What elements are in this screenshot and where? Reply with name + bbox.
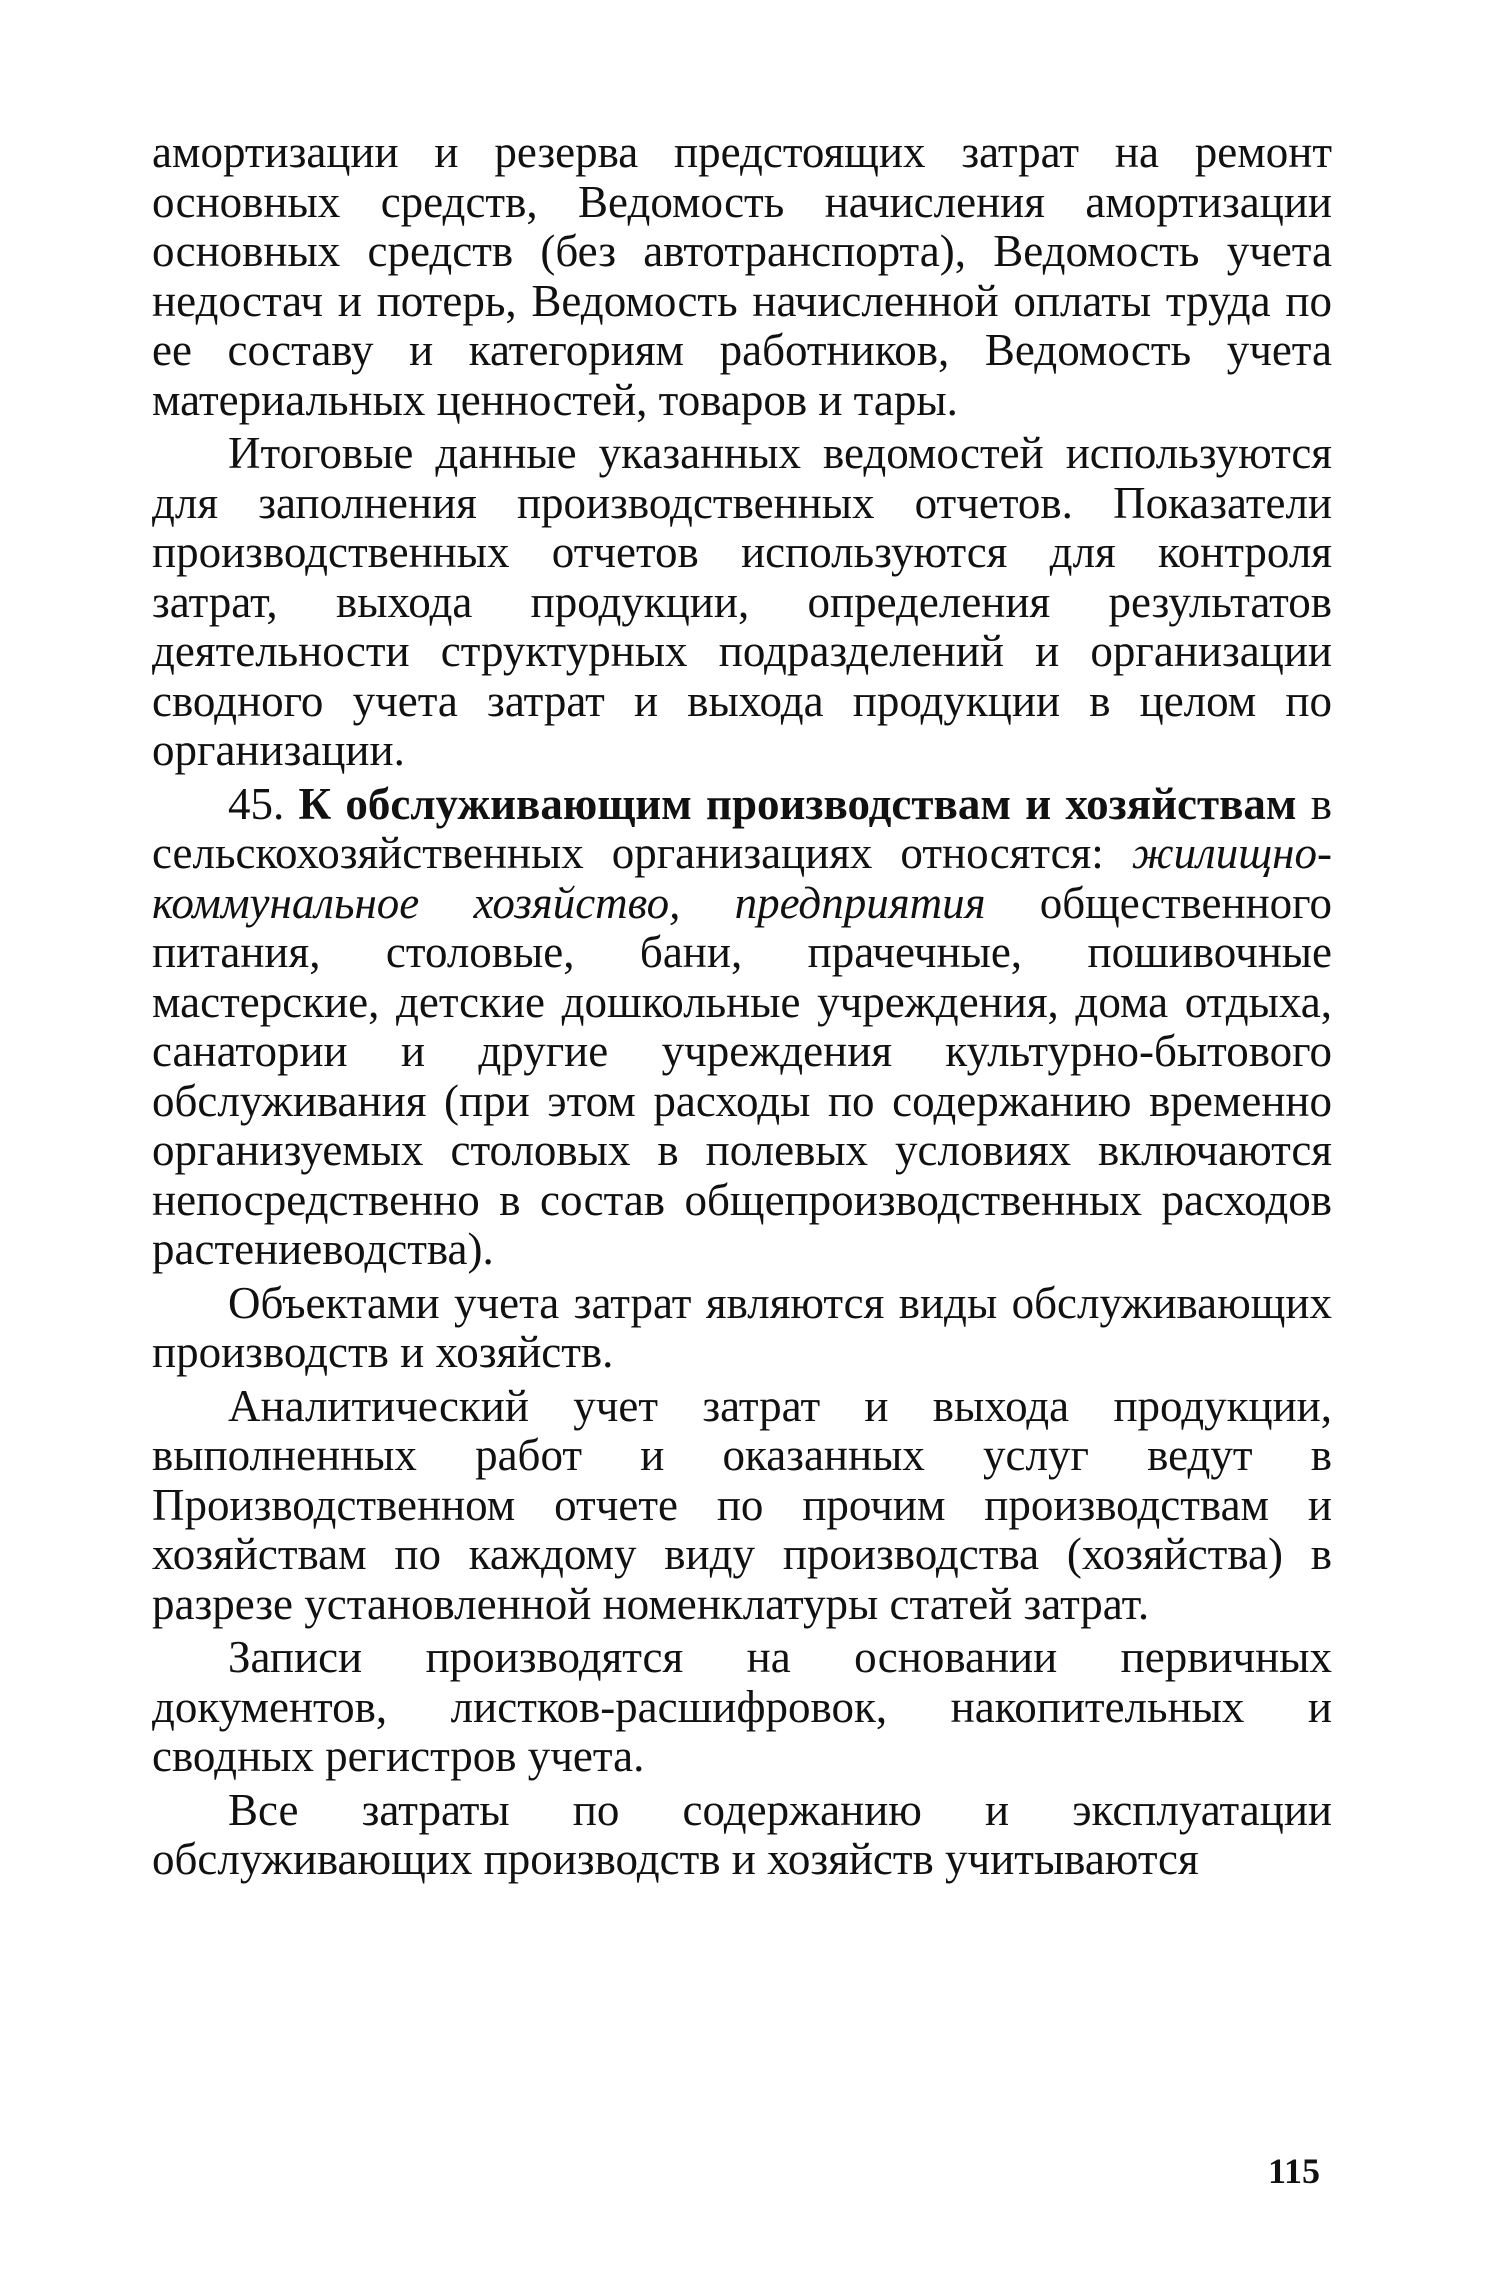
section-heading: К обслуживающим производствам и хозяйствам (298, 778, 1297, 829)
paragraph-3-text-a: в сельскохозяйственных организациях относятся: (152, 778, 1333, 878)
page-number: 115 (1268, 2151, 1321, 2191)
paragraph-5: Аналитический учет затрат и выхода продукции, выполненных работ и оказанных услуг ведут в Производственном отчете по прочим производствам и хозяйствам по каждому виду производства (хозяйства) в разрезе установленной номенклатуры статей затрат. (152, 1380, 1332, 1629)
paragraph-4: Объектами учета затрат являются виды обслуживающих производств и хозяйств. (152, 1277, 1332, 1377)
paragraph-3-text-b: общественного питания, столовые, бани, прачечные, пошивочные мастерские, детские дошкольные учреждения, дома отдыха, санатории и другие учреждения культурно-бытового обслуживания (при этом расходы по содержанию временно организуемых столовых в полевых условиях включаются непосредственно в состав общепроизводственных расходов растениеводства). (152, 877, 1332, 1274)
paragraph-3-italic-terms: жилищно-коммунальное хозяйство, предприятия (152, 828, 1332, 928)
page-body (152, 128, 1332, 1885)
paragraph-6: Записи производятся на основании первичных документов, листков-расшифровок, накопительных и сводных регистров учета. (152, 1632, 1332, 1781)
section-number: 45. (228, 778, 285, 829)
paragraph-7: Все затраты по содержанию и эксплуатации обслуживающих производств и хозяйств учитываются (152, 1784, 1332, 1884)
paragraph-3 (152, 780, 1332, 1275)
paragraph-1: амортизации и резерва предстоящих затрат на ремонт основных средств, Ведомость начисления амортизации основных средств (без автотранспорта), Ведомость учета недостач и потерь, Ведомость начисленной оплаты труда по ее составу и категориям работников, Ведомость учета материальных ценностей, товаров и тары. (152, 127, 1332, 425)
paragraph-2: Итоговые данные указанных ведомостей используются для заполнения производственных отчетов. Показатели производственных отчетов используются для контроля затрат, выхода продукции, определения результатов деятельности структурных подразделений и организации сводного учета затрат и выхода продукции в целом по организации. (152, 428, 1332, 775)
